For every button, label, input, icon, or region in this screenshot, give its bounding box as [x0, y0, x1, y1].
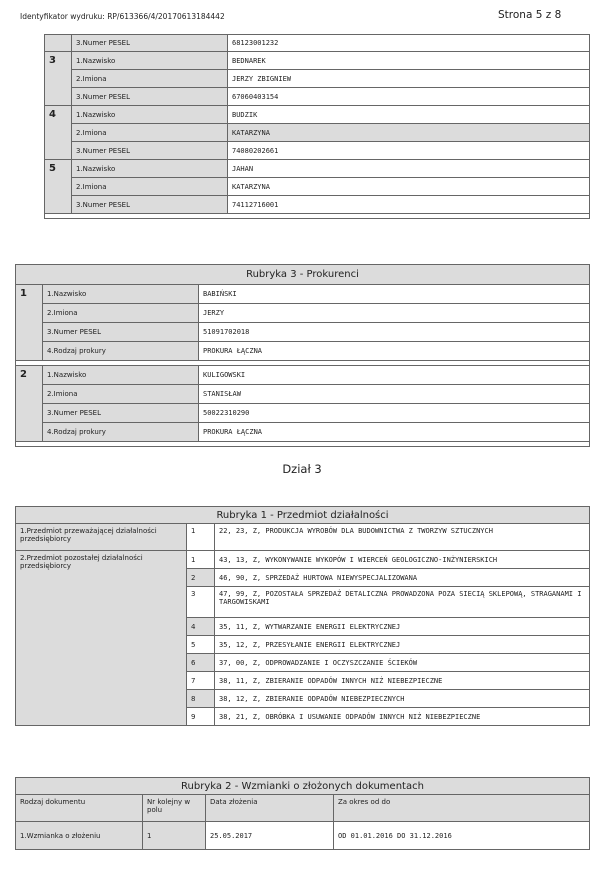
- field-value: BEDNAREK: [228, 52, 590, 70]
- column-header: Nr kolejny w polu: [143, 795, 206, 822]
- field-label: 4.Rodzaj prokury: [43, 342, 199, 361]
- activity-number: 7: [187, 672, 215, 690]
- field-value: 67060403154: [228, 88, 590, 106]
- field-value: PROKURA ŁĄCZNA: [199, 342, 590, 361]
- activity-text: 37, 00, Z, ODPROWADZANIE I OCZYSZCZANIE ŚCIEKÓW: [215, 654, 590, 672]
- field-value: 74080202661: [228, 142, 590, 160]
- section-title: Rubryka 3 - Prokurenci: [16, 265, 590, 285]
- activity-text: 35, 11, Z, WYTWARZANIE ENERGII ELEKTRYCZNEJ: [215, 618, 590, 636]
- field-value: 74112716001: [228, 196, 590, 214]
- field-label: 3.Numer PESEL: [72, 196, 228, 214]
- przedmiot-table: [15, 506, 590, 726]
- entry-number: 3: [45, 52, 72, 106]
- entry-number: 5: [45, 160, 72, 214]
- field-value: 68123001232: [228, 35, 590, 52]
- entry-number: 4: [45, 106, 72, 160]
- field-label: 3.Numer PESEL: [72, 35, 228, 52]
- activity-number: 1: [187, 551, 215, 569]
- field-label: 3.Numer PESEL: [72, 88, 228, 106]
- activity-text: 38, 12, Z, ZBIERANIE ODPADÓW NIEBEZPIECZNYCH: [215, 690, 590, 708]
- activity-number: 4: [187, 618, 215, 636]
- field-label: 3.Numer PESEL: [43, 323, 199, 342]
- column-header: Data złożenia: [206, 795, 334, 822]
- field-value: JERZY: [199, 304, 590, 323]
- table-cell: 25.05.2017: [206, 822, 334, 850]
- activity-text: 38, 11, Z, ZBIERANIE ODPADÓW INNYCH NIŻ NIEBEZPIECZNE: [215, 672, 590, 690]
- field-label: 1.Nazwisko: [72, 52, 228, 70]
- field-value: 51091702018: [199, 323, 590, 342]
- activity-number: 1: [187, 524, 215, 551]
- field-value: BUDZIK: [228, 106, 590, 124]
- field-value: PROKURA ŁĄCZNA: [199, 423, 590, 442]
- activity-text: 35, 12, Z, PRZESYŁANIE ENERGII ELEKTRYCZNEJ: [215, 636, 590, 654]
- activity-text: 47, 99, Z, POZOSTAŁA SPRZEDAŻ DETALICZNA PROWADZONA POZA SIECIĄ SKLEPOWĄ, STRAGANAMI I TARGOWISKAMI: [215, 587, 590, 618]
- field-value: KULIGOWSKI: [199, 366, 590, 385]
- activity-number: 9: [187, 708, 215, 726]
- persons-table: [44, 34, 590, 219]
- field-value: BABIŃSKI: [199, 285, 590, 304]
- column-header: Za okres od do: [334, 795, 590, 822]
- field-value: 50022310290: [199, 404, 590, 423]
- wzmianki-table: [15, 777, 590, 850]
- entry-number: 2: [16, 366, 43, 442]
- field-label: 1.Nazwisko: [72, 160, 228, 178]
- activity-text: 22, 23, Z, PRODUKCJA WYROBÓW DLA BUDOWNICTWA Z TWORZYW SZTUCZNYCH: [215, 524, 590, 551]
- entry-number: 1: [16, 285, 43, 361]
- field-label: 4.Rodzaj prokury: [43, 423, 199, 442]
- field-label: 2.Imiona: [72, 124, 228, 142]
- table-cell: 1.Wzmianka o złożeniu: [16, 822, 143, 850]
- activity-number: 2: [187, 569, 215, 587]
- section-heading-dzial: Dział 3: [282, 462, 322, 476]
- field-label: 3.Numer PESEL: [72, 142, 228, 160]
- field-value: STANISŁAW: [199, 385, 590, 404]
- print-identifier: Identyfikator wydruku: RP/613366/4/20170613184442: [20, 12, 225, 21]
- table-cell: OD 01.01.2016 DO 31.12.2016: [334, 822, 590, 850]
- activity-number: 3: [187, 587, 215, 618]
- section-title: Rubryka 2 - Wzmianki o złożonych dokumentach: [16, 778, 590, 795]
- activity-number: 5: [187, 636, 215, 654]
- spacer: [45, 214, 590, 219]
- main-activity-label: 1.Przedmiot przeważającej działalności przedsiębiorcy: [16, 524, 187, 551]
- spacer: [16, 442, 590, 447]
- field-value: KATARZYNA: [228, 178, 590, 196]
- field-label: 1.Nazwisko: [43, 285, 199, 304]
- prokurenci-table: [15, 264, 590, 447]
- field-value: JERZY ZBIGNIEW: [228, 70, 590, 88]
- activity-text: 46, 90, Z, SPRZEDAŻ HURTOWA NIEWYSPECJALIZOWANA: [215, 569, 590, 587]
- table-cell: 1: [143, 822, 206, 850]
- activity-text: 43, 13, Z, WYKONYWANIE WYKOPÓW I WIERCEŃ GEOLOGICZNO-INŻYNIERSKICH: [215, 551, 590, 569]
- field-label: 1.Nazwisko: [43, 366, 199, 385]
- field-label: 2.Imiona: [72, 178, 228, 196]
- field-label: 2.Imiona: [43, 385, 199, 404]
- column-header: Rodzaj dokumentu: [16, 795, 143, 822]
- field-label: 1.Nazwisko: [72, 106, 228, 124]
- page-number: Strona 5 z 8: [498, 9, 562, 21]
- field-value: KATARZYNA: [228, 124, 590, 142]
- section-title: Rubryka 1 - Przedmiot działalności: [16, 507, 590, 524]
- field-value: JAHAN: [228, 160, 590, 178]
- number-cell: [45, 35, 72, 52]
- field-label: 3.Numer PESEL: [43, 404, 199, 423]
- other-activity-label: 2.Przedmiot pozostałej działalności przedsiębiorcy: [16, 551, 187, 726]
- activity-number: 8: [187, 690, 215, 708]
- activity-number: 6: [187, 654, 215, 672]
- field-label: 2.Imiona: [72, 70, 228, 88]
- field-label: 2.Imiona: [43, 304, 199, 323]
- activity-text: 38, 21, Z, OBRÓBKA I USUWANIE ODPADÓW INNYCH NIŻ NIEBEZPIECZNE: [215, 708, 590, 726]
